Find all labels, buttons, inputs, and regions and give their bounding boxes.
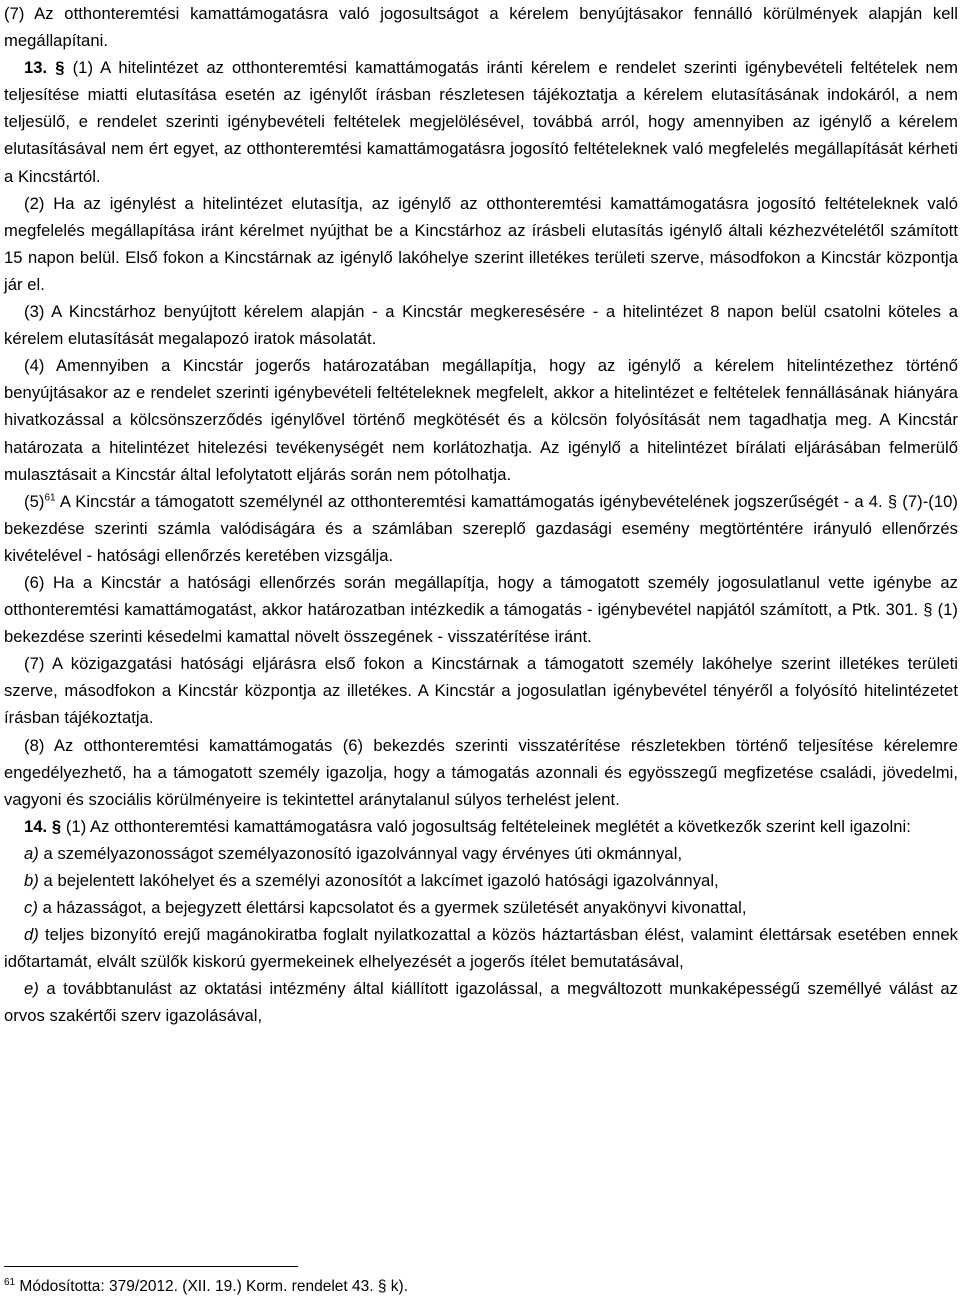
paragraph-text: (4) Amennyiben a Kincstár jogerős határozatában megállapítja, hogy az igénylő a kérelem hitelintézethez történő benyújtásakor az e rendelet szerinti igénybevételi feltételeknek megfelelt, akkor a hitelintézet e feltételek fennállásának hiányára hivatkozással a kölcsönszerződés igénylővel történő megkötését és a kölcsön folyósítását nem tagadhatja meg. A Kincstár határozata a hitelintézet hitelezési tevékenységét nem korlátozhatja. Az igénylő a hitelintézet bírálati eljárásában felmerülő mulasztásait a Kincstár által lefolytatott eljárás során nem pótolhatja. <box>4 356 958 484</box>
section-number: 13. <box>24 58 48 78</box>
footnote-number: 61 <box>4 1276 16 1288</box>
section-number: 14. <box>24 816 48 836</box>
paragraph-7 <box>4 0 958 54</box>
list-item-label: d) <box>24 925 39 945</box>
list-item-label: e) <box>24 979 39 999</box>
document-page <box>4 0 958 1030</box>
footnote-divider <box>4 1266 298 1267</box>
paragraph-text: A Kincstár a támogatott személynél az otthonteremtési kamattámogatás igénybevételének jogszerűségét - a 4. § (7)-(10) bekezdése szerinti számla valódiságára és a számlában szereplő gazdasági esemény megtörténtére irányuló ellenőrzés kivételével - hatósági ellenőrzés keretében vizsgálja. <box>4 491 958 565</box>
list-item-c <box>4 894 958 921</box>
section-13-paragraph-6 <box>4 569 958 650</box>
list-item-label: c) <box>24 898 38 918</box>
section-13-paragraph-8 <box>4 732 958 813</box>
list-item-label: a) <box>24 843 39 863</box>
list-item-text: a bejelentett lakóhelyet és a személyi azonosítót a lakcímet igazoló hatósági igazolvánnyal, <box>38 871 719 890</box>
paragraph-text: (7) A közigazgatási hatósági eljárásra első fokon a Kincstárnak a támogatott személy lakóhelye szerint illetékes területi szerve, másodfokon a Kincstár központja az illetékes. A Kincstár a jogosulatlan igénybevétel tényéről a folyósító hitelintézetet írásban tájékoztatja. <box>4 654 958 728</box>
list-item-label: b) <box>24 871 39 890</box>
section-13-paragraph-5 <box>4 488 958 569</box>
footnote-reference[interactable]: 61 <box>44 492 56 504</box>
footnote-text: Módosította: 379/2012. (XII. 19.) Korm. rendelet 43. § k). <box>15 1278 408 1295</box>
section-mark: § <box>51 816 62 836</box>
paragraph-text: (3) A Kincstárhoz benyújtott kérelem alapján - a Kincstár megkeresésére - a hitelintézet 8 napon belül csatolni köteles a kérelem elutasítását megalapozó iratok másolatát. <box>4 302 958 349</box>
list-item-text: a továbbtanulást az oktatási intézmény által kiállított igazolással, a megváltozott munkaképességű személlyé válást az orvos szakértői szerv igazolásával, <box>4 979 958 1026</box>
section-mark: § <box>55 58 65 78</box>
footnote <box>4 1275 408 1299</box>
list-item-a <box>4 840 958 867</box>
list-item-text: teljes bizonyító erejű magánokiratba foglalt nyilatkozattal a közös háztartásban élést, valamint élettársak esetében ennek időtartamát, elvált szülők kiskorú gyermekeinek elhelyezését a jogerős ítélet bemutatásával, <box>4 925 958 972</box>
section-14-paragraph-1 <box>4 813 958 840</box>
list-item-d <box>4 921 958 975</box>
list-item-b <box>4 867 958 894</box>
list-item-text: a személyazonosságot személyazonosító igazolvánnyal vagy érvényes úti okmánnyal, <box>38 843 683 863</box>
section-13-paragraph-7 <box>4 650 958 731</box>
paragraph-text: (7) Az otthonteremtési kamattámogatásra való jogosultságot a kérelem benyújtásakor fennálló körülmények alapján kell megállapítani. <box>4 4 958 51</box>
section-13-paragraph-1 <box>4 54 958 189</box>
section-13-paragraph-2 <box>4 190 958 298</box>
list-item-e <box>4 975 958 1029</box>
paragraph-label: (5) <box>24 491 45 511</box>
paragraph-text: (1) A hitelintézet az otthonteremtési kamattámogatás iránti kérelem e rendelet szerinti igénybevételi feltételek nem teljesítése miatti elutasítása esetén az igénylőt írásban részletesen tájékoztatja a kérelem elutasításának indokáról, a nem teljesülő, e rendelet szerinti igénybevételi feltételek megjelölésével, továbbá arról, hogy amennyiben az igénylő a kérelem elutasításával nem ért egyet, az otthonteremtési kamattámogatásra jogosító feltételeknek való megfelelés megállapítását kérheti a Kincstártól. <box>4 58 958 186</box>
section-13-paragraph-4 <box>4 352 958 487</box>
paragraph-text: (2) Ha az igénylést a hitelintézet elutasítja, az igénylő az otthonteremtési kamattámogatásra jogosító feltételeknek való megfelelés megállapítása iránt kérelmet nyújthat be a Kincstárhoz az írásbeli elutasítás igénylő általi kézhezvételétől számított 15 napon belül. Első fokon a Kincstárnak az igénylő lakóhelye szerint illetékes területi szerve, másodfokon a Kincstár központja jár el. <box>4 193 958 294</box>
section-13-paragraph-3 <box>4 298 958 352</box>
paragraph-text: (1) Az otthonteremtési kamattámogatásra való jogosultság feltételeinek meglétét a következők szerint kell igazolni: <box>65 816 911 836</box>
paragraph-text: (6) Ha a Kincstár a hatósági ellenőrzés során megállapítja, hogy a támogatott személy jogosulatlanul vette igénybe az otthonteremtési kamattámogatást, akkor határozatban intézkedik a támogatás - igénybevétel napjától számított, a Ptk. 301. § (1) bekezdése szerinti késedelmi kamattal növelt összegének - visszatérítése iránt. <box>4 572 958 647</box>
paragraph-text: (8) Az otthonteremtési kamattámogatás (6) bekezdés szerinti visszatérítése részletekben történő teljesítése kérelemre engedélyezhető, ha a támogatott személy igazolja, hogy a támogatás azonnali és egyösszegű megfizetése családi, jövedelmi, vagyoni és szociális körülményeire is tekintettel aránytalanul súlyos terhelést jelent. <box>4 735 958 809</box>
list-item-text: a házasságot, a bejegyzett élettársi kapcsolatot és a gyermek születését anyakönyvi kivonattal, <box>37 898 747 918</box>
